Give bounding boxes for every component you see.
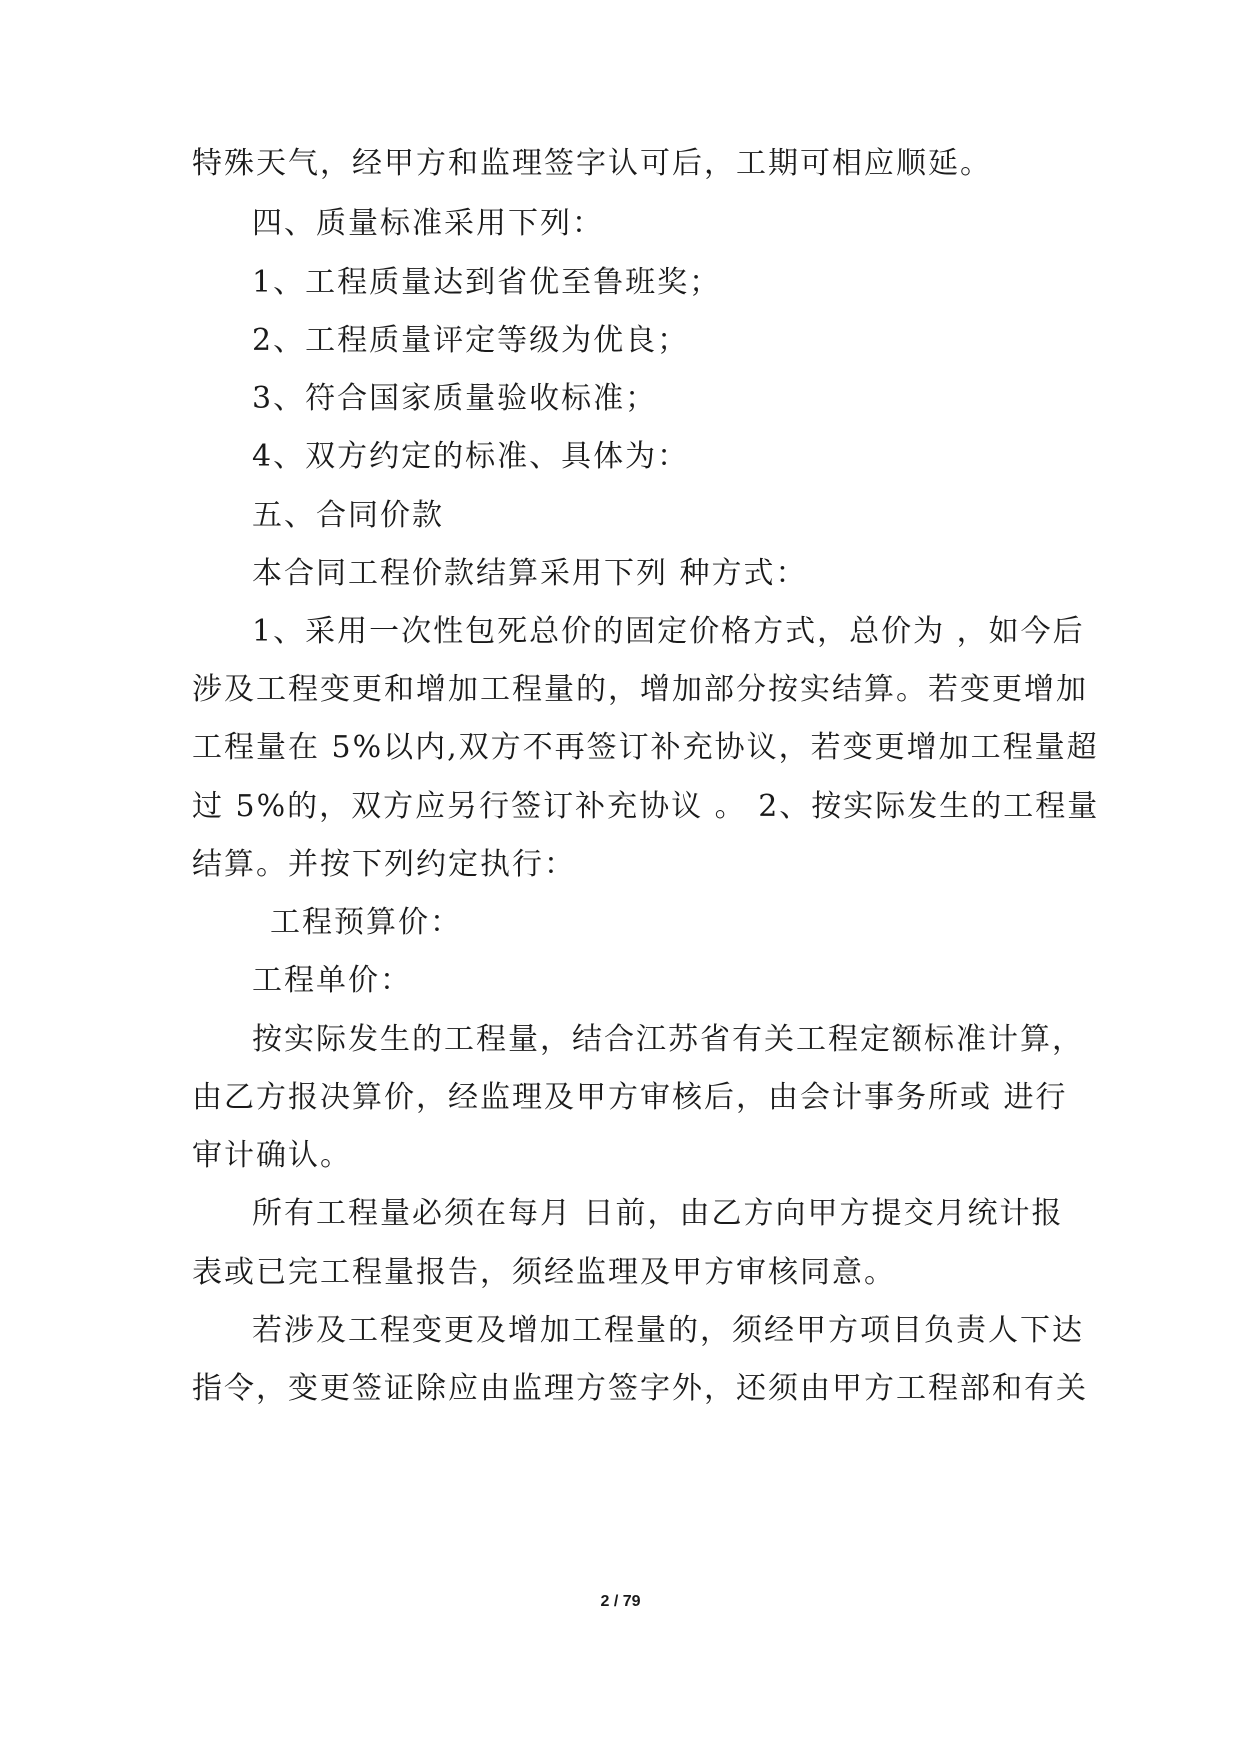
text-line: 所有工程量必须在每月 日前，由乙方向甲方提交月统计报: [252, 1196, 1064, 1231]
text-line: 涉及工程变更和增加工程量的，增加部分按实结算。若变更增加: [192, 672, 1088, 707]
text-line: 审计确认。: [192, 1138, 352, 1173]
text-line: 特殊天气，经甲方和监理签字认可后，工期可相应顺延。: [192, 146, 992, 181]
text-line: 结算。并按下列约定执行：: [192, 847, 576, 882]
text-line: 工程预算价：: [270, 905, 462, 940]
list-item: 3、符合国家质量验收标准；: [252, 381, 658, 416]
text-line: 指令，变更签证除应由监理方签字外，还须由甲方工程部和有关: [192, 1371, 1088, 1406]
section-heading: 四、质量标准采用下列：: [252, 206, 604, 241]
text-line: 工程量在 5%以内,双方不再签订补充协议，若变更增加工程量超: [192, 730, 1099, 765]
page-number: 2 / 79: [600, 1593, 641, 1610]
text-line: 若涉及工程变更及增加工程量的，须经甲方项目负责人下达: [252, 1313, 1084, 1348]
text-line: 过 5%的，双方应另行签订补充协议 。 2、按实际发生的工程量: [192, 789, 1100, 824]
text-line: 1、采用一次性包死总价的固定价格方式，总价为 ，如今后: [252, 614, 1085, 649]
section-heading: 五、合同价款: [252, 498, 444, 533]
text-line: 由乙方报决算价，经监理及甲方审核后，由会计事务所或 进行: [192, 1080, 1068, 1115]
text-line: 工程单价：: [252, 963, 412, 998]
text-line: 本合同工程价款结算采用下列 种方式：: [252, 556, 808, 591]
list-item: 1、工程质量达到省优至鲁班奖；: [252, 265, 722, 300]
text-line: 按实际发生的工程量，结合江苏省有关工程定额标准计算，: [252, 1022, 1084, 1057]
text-line: 表或已完工程量报告，须经监理及甲方审核同意。: [192, 1255, 896, 1290]
list-item: 4、双方约定的标准、具体为：: [252, 439, 690, 474]
list-item: 2、工程质量评定等级为优良；: [252, 323, 690, 358]
